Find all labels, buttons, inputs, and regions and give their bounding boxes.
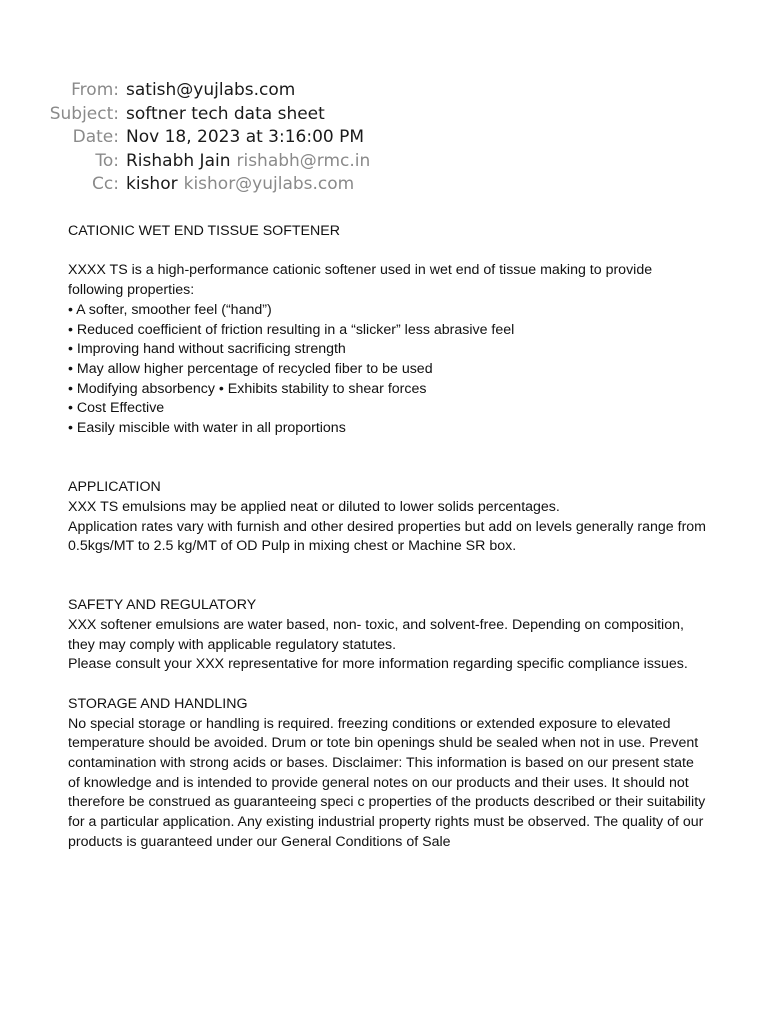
safety-paragraph: Please consult your XXX representative for more information regarding specific compliance issues.	[68, 656, 688, 673]
subject-row	[0, 104, 768, 128]
to-name[interactable]: Rishabh Jain	[126, 150, 231, 171]
date-row	[0, 127, 768, 151]
safety-paragraph: XXX softener emulsions are water based, non- toxic, and solvent-free. Depending on composition, they may comply with applicable regulatory statutes.	[68, 617, 684, 653]
cc-name[interactable]: kishor	[126, 174, 178, 194]
properties-list	[68, 301, 708, 439]
date-value: Nov 18, 2023 at 3:16:00 PM	[126, 127, 365, 147]
from-row	[0, 80, 768, 104]
from-address[interactable]: satish@yujlabs.com	[126, 80, 296, 100]
to-row	[0, 151, 768, 175]
from-label: From:	[71, 80, 119, 100]
subject-value: softner tech data sheet	[126, 103, 325, 124]
cc-email[interactable]: kishor@yujlabs.com	[183, 174, 355, 194]
application-heading: APPLICATION	[68, 479, 161, 496]
doc-title: CATIONIC WET END TISSUE SOFTENER	[68, 223, 340, 239]
application-paragraph: XXX TS emulsions may be applied neat or diluted to lower solids percentages.	[68, 498, 560, 515]
list-item: • Easily miscible with water in all proportions	[68, 420, 346, 437]
application-paragraph: Application rates vary with furnish and other desired properties but add on levels generally range from 0.5kgs/MT to 2.5 kg/MT of OD Pulp in mixing chest or Machine SR box.	[68, 518, 707, 555]
list-item: • Modifying absorbency • Exhibits stability to shear forces	[68, 380, 427, 397]
email-header	[0, 80, 768, 198]
storage-paragraph: No special storage or handling is required. freezing conditions or extended exposure to elevated temperature should be avoided. Drum or tote bin openings shuld be sealed when not in use. Prevent contamination with strong acids or bases. Disclaimer: This information is based on our present state of knowledge and is intended to provide general notes on our products and their uses. It should not therefore be construed as guaranteeing speci c properties of the products described or their suitability for a particular application. Any existing industrial property rights must be observed. The quality of our products is guaranteed under our General Conditions of Sale	[68, 715, 706, 850]
to-label: To:	[95, 150, 119, 171]
cc-row	[0, 174, 768, 198]
subject-label: Subject:	[49, 103, 119, 124]
safety-heading: SAFETY AND REGULATORY	[68, 597, 257, 614]
to-email[interactable]: rishabh@rmc.in	[236, 150, 371, 171]
list-item: • May allow higher percentage of recycled fiber to be used	[68, 360, 433, 377]
intro-paragraph: XXXX TS is a high-performance cationic softener used in wet end of tissue making to provide following properties:	[68, 262, 653, 299]
list-item: • A softer, smoother feel (“hand”)	[68, 301, 272, 318]
list-item: • Cost Effective	[68, 400, 165, 417]
date-label: Date:	[72, 127, 119, 147]
list-item: • Improving hand without sacrificing strength	[68, 341, 346, 358]
list-item: • Reduced coefficient of friction resulting in a “slicker” less abrasive feel	[68, 321, 515, 338]
email-body	[68, 222, 708, 852]
cc-label: Cc:	[92, 174, 119, 194]
storage-heading: STORAGE AND HANDLING	[68, 695, 248, 712]
